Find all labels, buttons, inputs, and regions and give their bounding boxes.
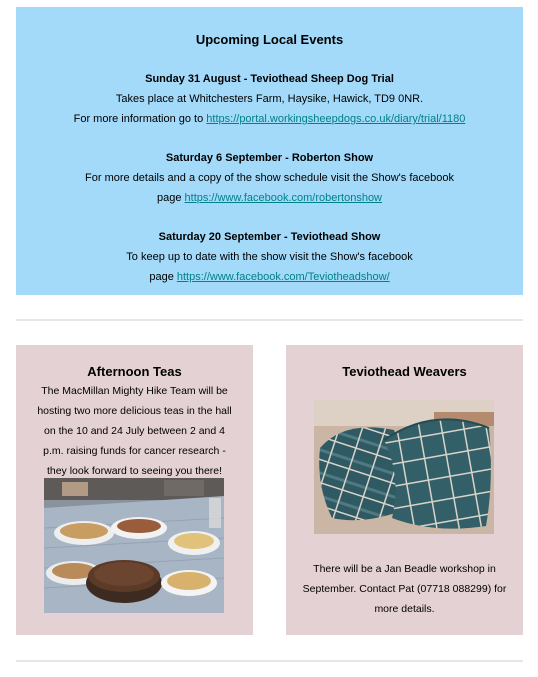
event-more-info <box>16 109 523 129</box>
event-more-info <box>16 267 523 287</box>
event-details: For more details and a copy of the show schedule visit the Show's facebook <box>85 172 454 184</box>
event-more-info-text: For more information go to <box>73 113 207 125</box>
teviothead-weavers-text: There will be a Jan Beadle workshop in September. Contact Pat (07718 088299) for more details. <box>302 563 507 615</box>
event-title: Sunday 31 August - Teviothead Sheep Dog Trial <box>145 73 394 85</box>
teviothead-weavers-title: Teviothead Weavers <box>342 364 467 379</box>
event-link-sheepdog[interactable]: https://portal.workingsheepdogs.co.uk/diary/trial/1180 <box>206 113 466 125</box>
event-title: Saturday 20 September - Teviothead Show <box>158 231 381 243</box>
teviothead-weavers-card <box>286 345 523 635</box>
event-more-info-text: page <box>149 271 177 283</box>
event-roberton-show <box>16 148 523 208</box>
event-link-teviothead[interactable]: https://www.facebook.com/Teviotheadshow/ <box>176 271 390 283</box>
section-divider <box>16 319 523 321</box>
event-details: Takes place at Whitchesters Farm, Haysike, Hawick, TD9 0NR. <box>115 93 424 105</box>
events-title: Upcoming Local Events <box>195 32 344 47</box>
event-more-info-text: page <box>156 192 185 204</box>
section-divider <box>16 660 523 662</box>
afternoon-teas-card <box>16 345 253 635</box>
event-more-info <box>16 188 523 208</box>
event-details: To keep up to date with the show visit the Show's facebook <box>126 251 413 263</box>
event-link-roberton[interactable]: https://www.facebook.com/robertonshow <box>184 192 382 204</box>
afternoon-teas-title: Afternoon Teas <box>87 364 182 379</box>
events-panel <box>16 7 523 295</box>
weavers-cushions-photo <box>314 400 494 534</box>
afternoon-teas-photo <box>44 478 224 613</box>
event-title: Saturday 6 September - Roberton Show <box>165 152 374 164</box>
event-sheepdog-trial <box>16 69 523 129</box>
afternoon-teas-text: The MacMillan Mighty Hike Team will be hosting two more delicious teas in the hall on the 10 and 24 July between 2 and 4 p.m. raising funds for cancer research - they look forward to seeing you there! <box>37 385 232 477</box>
event-teviothead-show <box>16 227 523 287</box>
